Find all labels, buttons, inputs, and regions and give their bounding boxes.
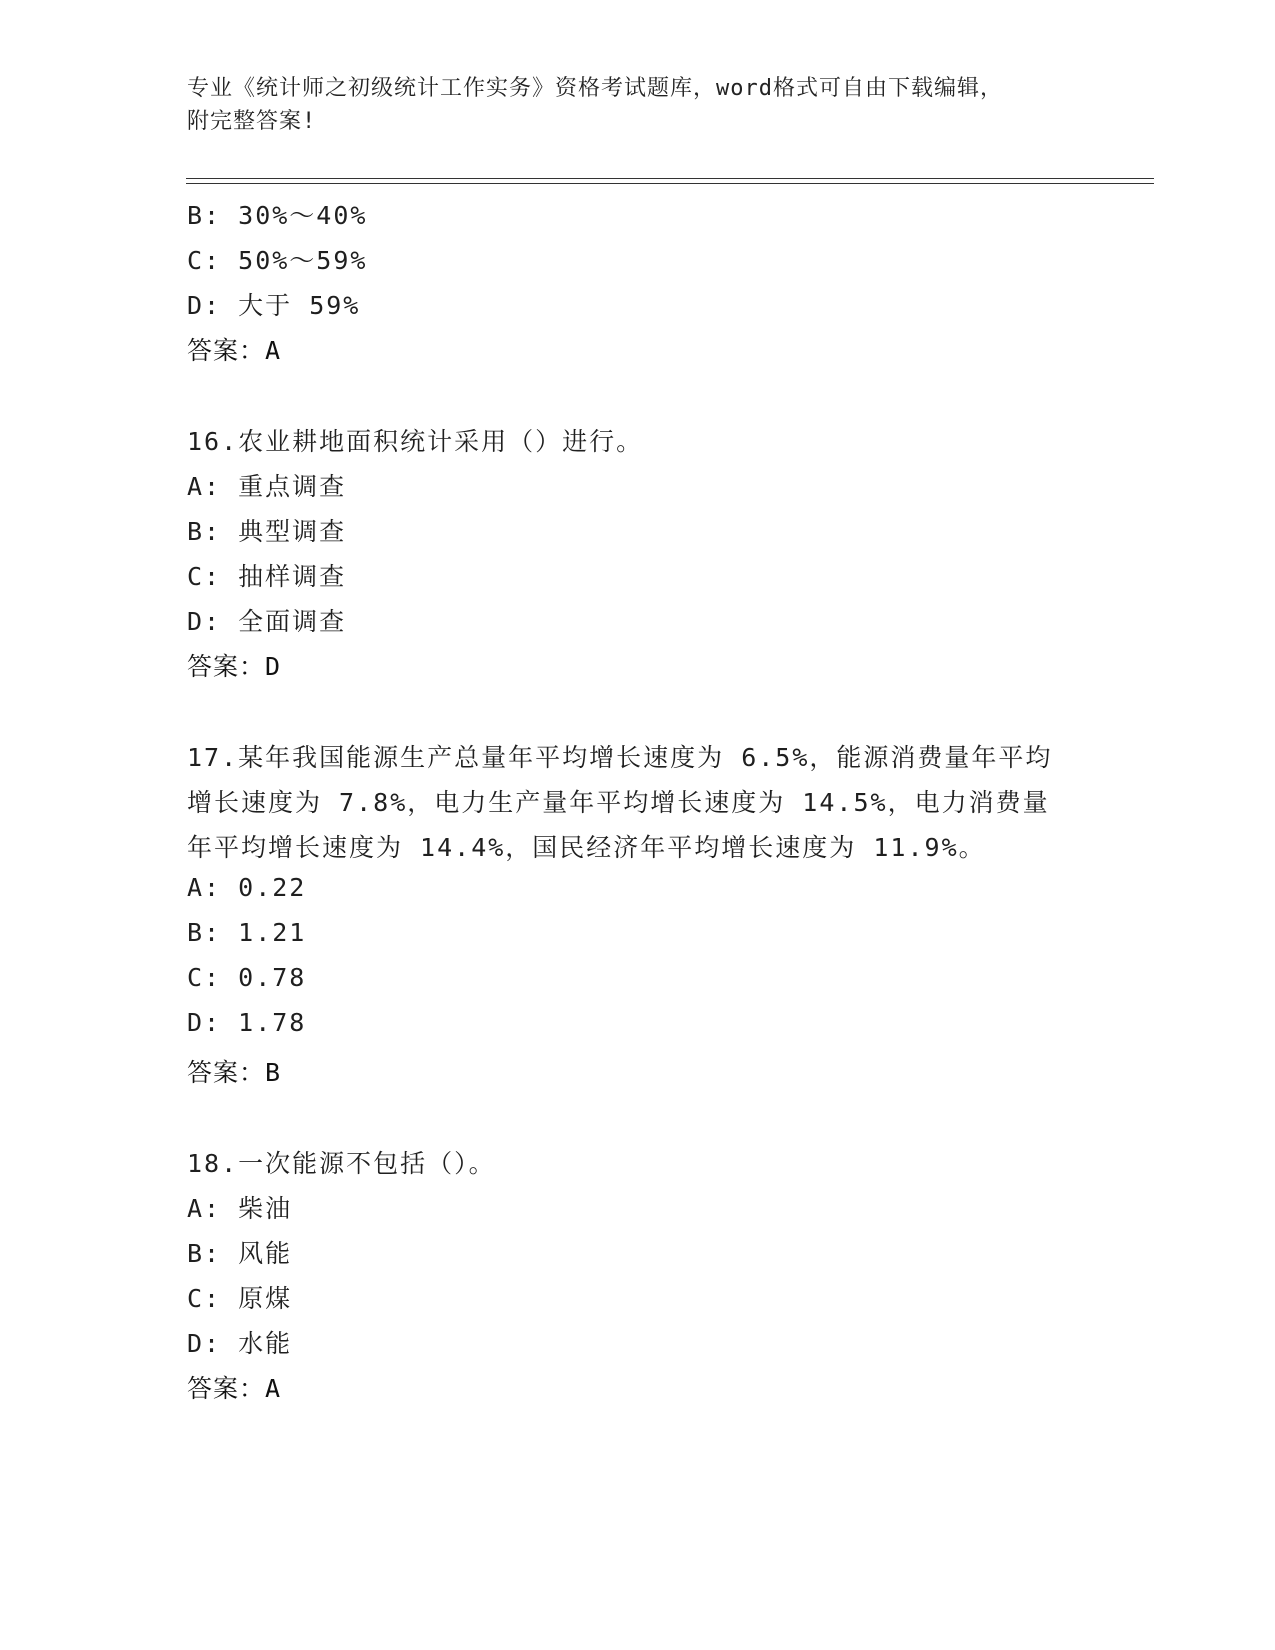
q18-stem: 18.一次能源不包括（）。 xyxy=(187,1149,496,1178)
q16-option-b: B: 典型调查 xyxy=(187,517,347,546)
q18-option-a: A: 柴油 xyxy=(187,1194,293,1223)
q17-stem-line-1: 17.某年我国能源生产总量年平均增长速度为 6.5%，能源消费量年平均 xyxy=(187,743,1053,772)
q17-option-c: C: 0.78 xyxy=(187,963,307,992)
q15-answer: 答案：A xyxy=(187,336,282,365)
q17-stem-line-3: 年平均增长速度为 14.4%，国民经济年平均增长速度为 11.9%。 xyxy=(187,833,986,862)
page-header xyxy=(187,72,1087,138)
q15-option-d: D: 大于 59% xyxy=(187,291,361,320)
header-line-1: 专业《统计师之初级统计工作实务》资格考试题库，word格式可自由下载编辑， xyxy=(187,76,1003,101)
q16-stem: 16.农业耕地面积统计采用（）进行。 xyxy=(187,427,644,456)
q16-answer: 答案：D xyxy=(187,652,282,681)
q15-option-b: B: 30%～40% xyxy=(187,201,368,230)
header-rule-bottom xyxy=(186,183,1154,184)
q17-stem-line-2: 增长速度为 7.8%，电力生产量年平均增长速度为 14.5%，电力消费量 xyxy=(187,788,1050,817)
header-rule-top xyxy=(186,178,1154,179)
q17-option-a: A: 0.22 xyxy=(187,873,307,902)
header-line-2: 附完整答案! xyxy=(187,109,317,134)
q18-option-c: C: 原煤 xyxy=(187,1284,293,1313)
q16-option-d: D: 全面调查 xyxy=(187,607,347,636)
q17-option-b: B: 1.21 xyxy=(187,918,307,947)
q18-option-b: B: 风能 xyxy=(187,1239,293,1268)
q16-option-a: A: 重点调查 xyxy=(187,472,347,501)
q16-option-c: C: 抽样调查 xyxy=(187,562,347,591)
q15-option-c: C: 50%～59% xyxy=(187,246,368,275)
q18-answer: 答案：A xyxy=(187,1374,282,1403)
q18-option-d: D: 水能 xyxy=(187,1329,293,1358)
q17-answer: 答案：B xyxy=(187,1058,282,1087)
q17-option-d: D: 1.78 xyxy=(187,1008,307,1037)
